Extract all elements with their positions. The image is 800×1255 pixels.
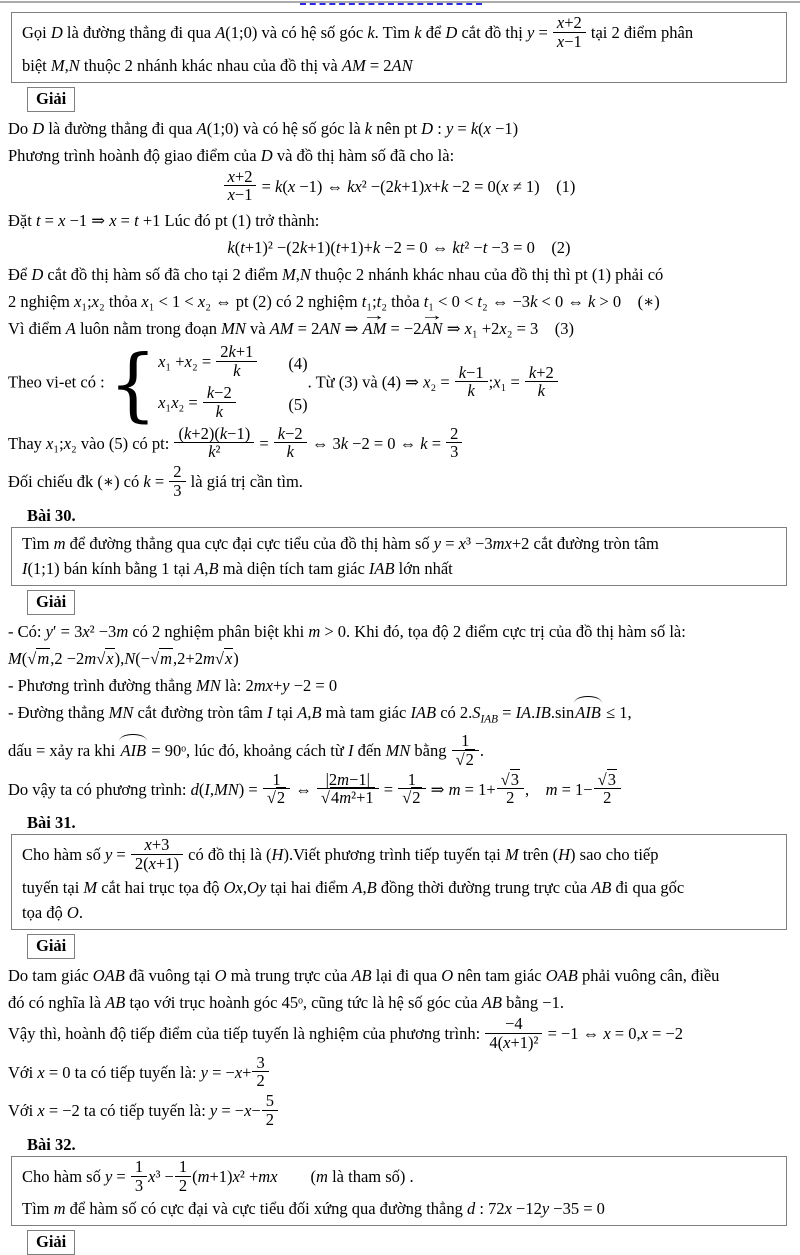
fraction-denominator: x−1 bbox=[553, 32, 586, 51]
system-rows bbox=[158, 343, 308, 424]
fraction bbox=[273, 425, 308, 462]
system-equation-label: (5) bbox=[288, 394, 308, 414]
fraction-denominator: k bbox=[216, 361, 257, 380]
fraction bbox=[223, 168, 258, 205]
document-body bbox=[0, 12, 800, 1255]
fraction-numerator: 1 bbox=[461, 731, 470, 751]
equation-system bbox=[108, 337, 308, 430]
fraction-numerator: (k+2)(k−1) bbox=[178, 423, 251, 443]
radical-sign: √ bbox=[320, 788, 330, 808]
problem-statement-box bbox=[11, 834, 787, 930]
solution-label: Giải bbox=[27, 1230, 75, 1255]
statement-line: Gọi D là đường thẳng đi qua A(1;0) và có hệ số góc k. Tìm k để D cắt đồ thị y = $\frac{x+2}{x-1}$ tại 2 điểm phân bbox=[22, 13, 694, 51]
vector-overline: → AN bbox=[421, 316, 442, 341]
fraction bbox=[174, 1158, 192, 1195]
radicand: 3 bbox=[607, 769, 616, 789]
fraction-denominator: k bbox=[525, 381, 558, 400]
radical-sign: √ bbox=[214, 648, 224, 668]
radicand: m bbox=[37, 648, 50, 668]
solution-label-row bbox=[27, 1230, 790, 1255]
solution-label: Giải bbox=[27, 934, 75, 959]
fraction-numerator: |2m−1| bbox=[325, 769, 370, 789]
solution-paragraph: Vậy thì, hoành độ tiếp điểm của tiếp tuyến là nghiệm của phương trình: $\frac{-4}{\text{4(x+1)²}}$ = −1 ⇔ x = 0,x = −2 bbox=[8, 1013, 684, 1052]
statement-line: biệt M,N thuộc 2 nhánh khác nhau của đồ thị và AM = 2AN bbox=[22, 55, 413, 75]
fraction bbox=[524, 364, 559, 401]
radicand: 3 bbox=[510, 769, 519, 789]
solution-paragraph: dấu = xảy ra khi AIB = 90ᵒ, lúc đó, khoảng cách từ I đến MN bằng $\frac{1}{√2}$ . bbox=[8, 731, 485, 769]
subscript: IAB bbox=[480, 713, 498, 726]
fraction-numerator: 2k+1 bbox=[220, 342, 254, 362]
fraction-denominator bbox=[317, 788, 379, 807]
radicand: m bbox=[160, 648, 173, 668]
radicand: 2 bbox=[276, 788, 286, 808]
problem-heading: Bài 32. bbox=[27, 1134, 76, 1154]
radicand: x bbox=[106, 648, 114, 668]
radical-sign: √ bbox=[96, 648, 106, 668]
radical-sign: √ bbox=[266, 788, 276, 808]
square-root bbox=[27, 648, 50, 668]
fraction-denominator: 3 bbox=[446, 442, 462, 461]
fraction bbox=[261, 1092, 279, 1129]
fraction bbox=[202, 384, 237, 421]
solution-label: Giải bbox=[27, 590, 75, 615]
solution-paragraph: M(√m,2 −2m√x),N(−√m,2+2m√x) bbox=[8, 648, 239, 668]
square-root bbox=[321, 787, 375, 807]
statement-line: tọa độ O. bbox=[22, 902, 83, 922]
fraction-numerator: 1 bbox=[407, 769, 416, 789]
square-root bbox=[402, 787, 421, 807]
fraction bbox=[484, 1015, 543, 1052]
solution-paragraph: Đối chiếu đk (∗) có k = $\frac{2}{3}$ là giá trị cần tìm. bbox=[8, 462, 303, 500]
solution-label-row bbox=[27, 934, 790, 959]
statement-line: I(1;1) bán kính bằng 1 tại A,B mà diện tích tam giác IAB lớn nhất bbox=[22, 558, 453, 578]
equation-line: $\frac{x+2}{x-1}$ = k(x −1) ⇔ kx² −(2k+1)x+k −2 = 0(x ≠ 1) (1) bbox=[8, 170, 790, 207]
solution-paragraph: - Đường thẳng MN cắt đường tròn tâm I tại A,B mà tam giác IAB có $2.S_{IAB}$ = IA.IB.sinAIB ≤ 1, bbox=[8, 700, 790, 732]
fraction bbox=[262, 771, 291, 808]
fraction-denominator: 3 bbox=[169, 481, 185, 500]
fraction-denominator: 2(x+1) bbox=[131, 854, 183, 873]
square-root bbox=[150, 648, 173, 668]
fraction-numerator: 2 bbox=[450, 423, 459, 443]
solution-paragraph: 2 nghiệm x₁;x₂ thỏa x₁ < 1 < x₂ ⇔ pt (2) có 2 nghiệm t₁;t₂ thỏa t₁ < 0 < t₂ ⇔ −3k < 0 ⇔ k > 0 (∗) bbox=[8, 292, 660, 312]
system-equation: x₁ +x₂ = $\frac{2k+1}{k}$ bbox=[158, 343, 258, 384]
fraction-denominator bbox=[398, 788, 425, 807]
fraction-numerator: 1 bbox=[134, 1156, 144, 1176]
square-root bbox=[598, 769, 617, 789]
fraction-denominator: k bbox=[274, 442, 307, 461]
solution-paragraph: Do D là đường thẳng đi qua A(1;0) và có hệ số góc là k nên pt D : y = k(x −1) bbox=[8, 118, 519, 138]
fraction bbox=[552, 14, 587, 51]
fraction bbox=[168, 463, 186, 500]
system-row bbox=[158, 384, 308, 425]
fraction-numerator: k−2 bbox=[277, 423, 303, 443]
fraction-numerator: k−1 bbox=[458, 362, 484, 382]
fraction bbox=[251, 1054, 269, 1091]
fraction-numerator: 5 bbox=[265, 1091, 275, 1111]
solution-paragraph: Thay x₁;x₂ vào (5) có pt: $\frac{(k+2)(k-1)}{\text{k²}}$ = $\frac{k-2}{k}$ ⇔ 3k −2 = 0 ⇔ k = $\frac{2}{3}$ bbox=[8, 427, 790, 464]
solution-paragraph: Để D cắt đồ thị hàm số đã cho tại 2 điểm M,N thuộc 2 nhánh khác nhau của đồ thị thì pt (1) phải có bbox=[8, 265, 664, 285]
solution-paragraph: Theo vi-et có : { x₁ +x₂ = $\frac{2k+1}{k}$ (4) x₁x₂ = $\frac{k-2}{k}$ (5) . Từ (3) và (4) ⇒ x₂ = $\frac{k-1}{k}$ ;x₁ = $\frac{k+2}{k}$ bbox=[8, 343, 790, 424]
fraction-denominator: 2 bbox=[262, 1110, 278, 1129]
fraction-numerator: k−2 bbox=[206, 382, 232, 402]
fraction bbox=[454, 364, 489, 401]
widehat-angle: AIB bbox=[574, 700, 602, 725]
solution-label-row bbox=[27, 590, 790, 615]
fraction-denominator: k² bbox=[174, 442, 254, 461]
fraction bbox=[130, 836, 184, 873]
fraction-denominator: x−1 bbox=[224, 185, 257, 204]
solution-paragraph: Vì điểm A luôn nằm trong đoạn MN và AM = 2AN ⇒ → AM = −2→ AN ⇒ x₁ +2x₂ = 3 (3) bbox=[8, 316, 790, 341]
solution-paragraph: đó có nghĩa là AB tạo với trục hoành góc 45ᵒ, cũng tức là hệ số góc của AB bằng −1. bbox=[8, 992, 564, 1012]
fraction bbox=[496, 771, 525, 808]
fraction-numerator: k+2 bbox=[528, 362, 554, 382]
system-equation: x₁x₂ = $\frac{k-2}{k}$ bbox=[158, 384, 258, 425]
fraction bbox=[173, 425, 255, 462]
fraction-numerator bbox=[497, 771, 524, 789]
fraction-denominator: 2 bbox=[594, 788, 621, 807]
system-brace: { bbox=[108, 337, 158, 430]
fraction-numerator bbox=[594, 771, 621, 789]
problem-heading: Bài 30. bbox=[27, 505, 76, 525]
square-root bbox=[501, 769, 520, 789]
square-root bbox=[96, 648, 114, 668]
fraction bbox=[316, 771, 380, 808]
fraction-denominator: 2 bbox=[175, 1176, 191, 1195]
fraction-denominator: k bbox=[455, 381, 488, 400]
radical-sign: √ bbox=[597, 769, 607, 789]
fraction-denominator bbox=[452, 750, 479, 769]
statement-line: Cho hàm số y = $\frac{1}{3}$ x³ − $\frac{1}{2}$ (m+1)x² +mx (m là tham số) . bbox=[22, 1156, 414, 1195]
solution-paragraph: - Có: y′ = 3x² −3m có 2 nghiệm phân biệt khi m > 0. Khi đó, tọa độ 2 điểm cực trị của đồ thị hàm số là: bbox=[8, 621, 686, 641]
top-dashed-marker bbox=[300, 3, 482, 5]
fraction-numerator: 3 bbox=[256, 1052, 265, 1072]
problem-statement-box bbox=[11, 527, 787, 586]
radicand: 2 bbox=[412, 788, 421, 808]
fraction-denominator: 2 bbox=[252, 1071, 268, 1090]
square-root bbox=[215, 648, 233, 668]
statement-line: Tìm m để hàm số có cực đại và cực tiểu đối xứng qua đường thẳng d : 72x −12y −35 = 0 bbox=[22, 1199, 605, 1219]
solution-paragraph: Do vậy ta có phương trình: d(I,MN) = $\frac{1}{√2}$ ⇔ $\frac{|2m-1|}{\text{√4m²+1}}$ = $\frac{1}{√2}$ ⇒ m = 1+ $\frac{√3}{2}$ , m = 1− $\frac{√3}{2}$ bbox=[8, 773, 790, 810]
solution-paragraph: - Phương trình đường thẳng MN là: 2mx+y −2 = 0 bbox=[8, 675, 338, 695]
radical-sign: √ bbox=[150, 648, 160, 668]
solution-label-row bbox=[27, 87, 790, 112]
fraction-denominator: 4(x+1)² bbox=[485, 1033, 542, 1052]
radicand: 4m²+1 bbox=[330, 788, 374, 808]
fraction-denominator: k bbox=[203, 402, 236, 421]
solution-paragraph: Đặt t = x −1 ⇒ x = t +1 Lúc đó pt (1) trở thành: bbox=[8, 211, 320, 231]
problem-heading: Bài 31. bbox=[27, 813, 76, 833]
fraction bbox=[445, 425, 463, 462]
fraction-numerator: x+2 bbox=[227, 166, 253, 186]
fraction bbox=[451, 732, 480, 769]
radical-sign: √ bbox=[402, 788, 412, 808]
radical-sign: √ bbox=[455, 749, 465, 769]
solution-label: Giải bbox=[27, 87, 75, 112]
statement-line: tuyến tại M cắt hai trục tọa độ Ox,Oy tại hai điểm A,B đồng thời đường trung trực của AB đi qua gốc bbox=[22, 877, 685, 897]
page-top-strip bbox=[0, 0, 800, 12]
radicand: x bbox=[224, 648, 233, 668]
radical-sign: √ bbox=[500, 769, 510, 789]
fraction-numerator: −4 bbox=[505, 1013, 523, 1033]
square-root bbox=[456, 749, 475, 769]
square-root bbox=[267, 787, 286, 807]
fraction bbox=[215, 343, 258, 380]
fraction-numerator: 2 bbox=[173, 462, 182, 482]
fraction-numerator: x+2 bbox=[556, 13, 582, 32]
solution-paragraph: Phương trình hoành độ giao điểm của D và đồ thị hàm số đã cho là: bbox=[8, 145, 455, 165]
solution-paragraph: Với x = −2 ta có tiếp tuyến là: y = −x− $\frac{5}{2}$ bbox=[8, 1094, 790, 1131]
equation-line: k(t+1)² −(2k+1)(t+1)+k −2 = 0 ⇔ kt² −t −3 = 0 (2) bbox=[227, 238, 571, 258]
solution-paragraph: Do tam giác OAB đã vuông tại O mà trung trực của AB lại đi qua O nên tam giác OAB phải vuông cân, điều bbox=[8, 965, 720, 985]
fraction bbox=[397, 771, 426, 808]
fraction bbox=[130, 1158, 148, 1195]
problem-statement-box bbox=[11, 12, 787, 83]
fraction-numerator: 1 bbox=[272, 769, 281, 789]
system-equation-label: (4) bbox=[288, 354, 308, 374]
fraction-numerator: 1 bbox=[178, 1156, 188, 1176]
widehat-angle: AIB bbox=[119, 738, 147, 763]
fraction bbox=[593, 771, 622, 808]
statement-line: Cho hàm số y = $\frac{x+3}{2(x+1)}$ có đồ thị là (H).Viết phương trình tiếp tuyến tại M trên (H) sao cho tiếp bbox=[22, 835, 659, 874]
problem-statement-box bbox=[11, 1156, 787, 1227]
system-row bbox=[158, 343, 308, 384]
fraction-denominator bbox=[263, 788, 290, 807]
fraction-denominator: 3 bbox=[131, 1176, 147, 1195]
vector-overline: → AM bbox=[363, 316, 387, 341]
fraction-denominator: 2 bbox=[497, 788, 524, 807]
fraction-numerator: x+3 bbox=[144, 835, 170, 855]
radicand: 2 bbox=[465, 749, 474, 769]
solution-paragraph: Với x = 0 ta có tiếp tuyến là: y = −x+ $\frac{3}{2}$ bbox=[8, 1056, 790, 1093]
radical-sign: √ bbox=[27, 648, 37, 668]
statement-line: Tìm m để đường thẳng qua cực đại cực tiểu của đồ thị hàm số y = x³ −3mx+2 cắt đường tròn tâm bbox=[22, 533, 659, 553]
